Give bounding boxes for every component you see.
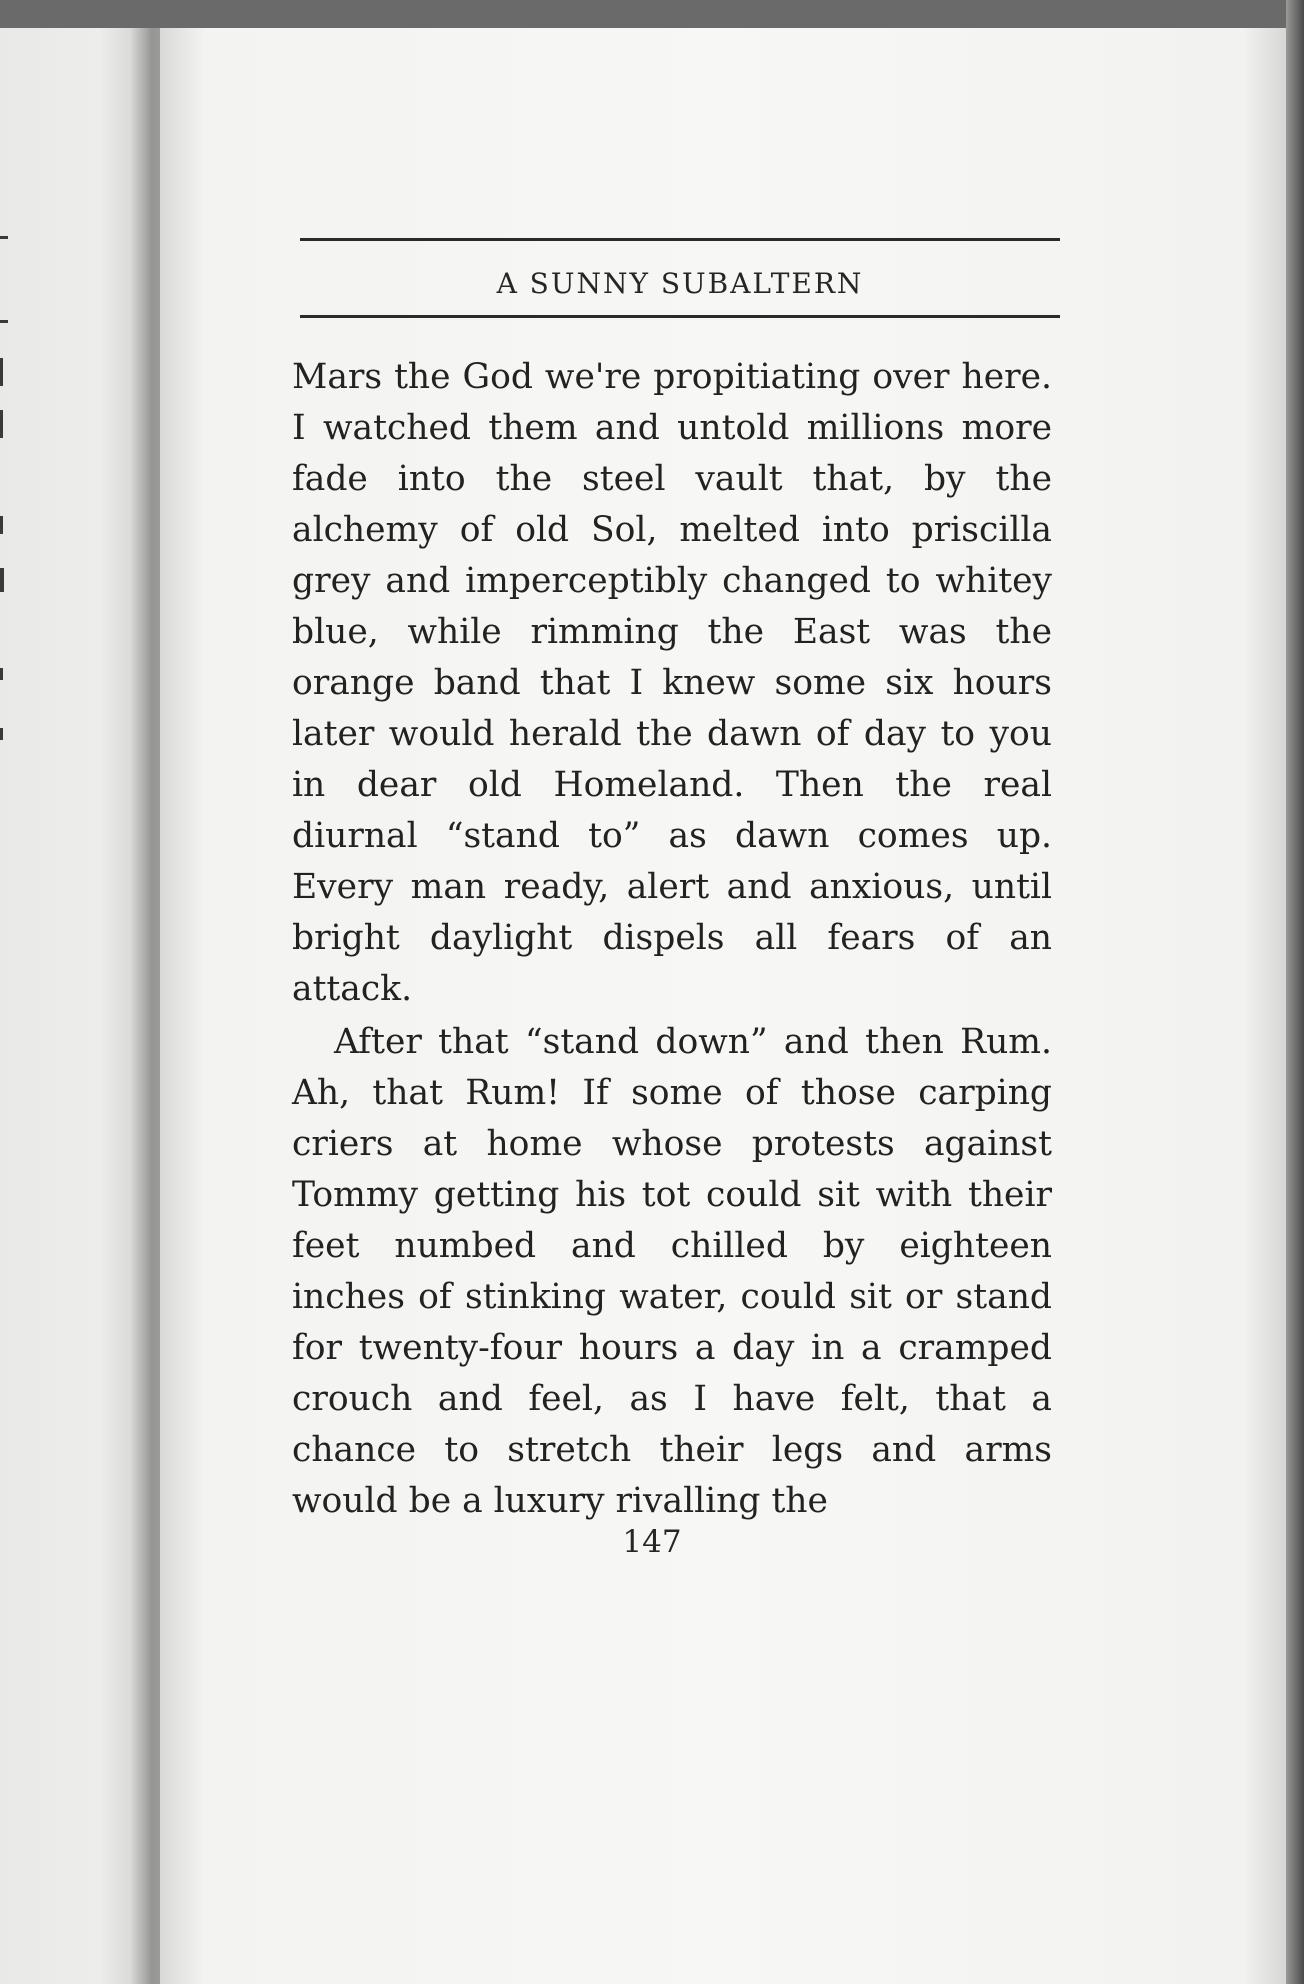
paragraph-1: Mars the God we're propitiating over here. I watched them and untold millions more fade into the steel vault that, by the alchemy of old Sol, melted into priscilla grey and imperceptibly changed to whitey blue, while rimming the East was the orange band that I knew some six hours later would herald the dawn of day to you in dear old Homeland. Then the real diurnal “stand to” as dawn comes up. Every man ready, alert and anxious, until bright daylight dispels all fears of an attack.	[292, 357, 1052, 1009]
text-fragment	[0, 728, 3, 740]
text-fragment	[0, 568, 4, 592]
paragraph-2: After that “stand down” and then Rum. Ah, that Rum! If some of those carping criers at home whose protests against Tommy getting his tot could sit with their feet numbed and chilled by eighteen inches of stinking water, could sit or stand for twenty-four hours a day in a cramped crouch and feel, as I have felt, that a chance to stretch their legs and arms would be a luxury rivalling the	[292, 1022, 1052, 1521]
left-page-text-fragments	[0, 28, 20, 1984]
text-fragment	[0, 236, 8, 239]
running-head	[300, 238, 1060, 318]
page-edge-shadow	[1286, 0, 1304, 1984]
text-fragment	[0, 358, 3, 386]
head-rule-bottom	[300, 315, 1060, 318]
running-head-title: A SUNNY SUBALTERN	[496, 267, 864, 300]
text-fragment	[0, 410, 3, 438]
page-body	[292, 352, 1052, 1527]
text-fragment	[0, 516, 3, 534]
text-fragment	[0, 668, 3, 680]
text-fragment	[0, 320, 8, 323]
page-number: 147	[622, 1524, 682, 1560]
head-rule-top	[300, 238, 1060, 241]
